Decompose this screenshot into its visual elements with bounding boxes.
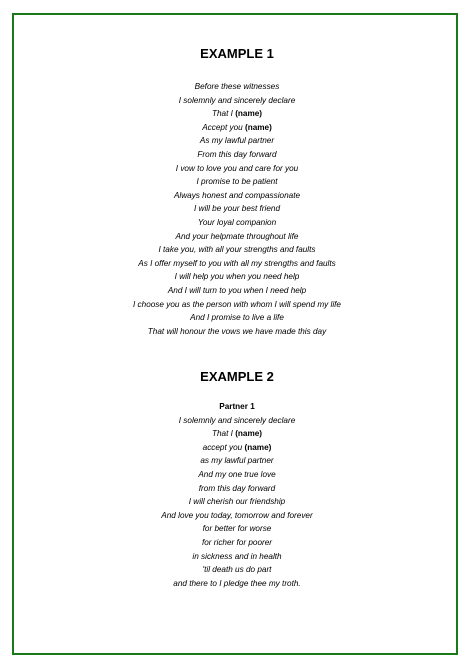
vow-line — [14, 298, 460, 312]
name-placeholder: (name) — [235, 429, 263, 439]
vow-line — [14, 454, 460, 468]
vow-line-text: I promise to be patient — [196, 177, 278, 187]
vow-line — [14, 134, 460, 148]
example-2-section — [14, 369, 460, 590]
vow-line-text: And your helpmate throughout life — [175, 231, 299, 241]
vow-line — [14, 148, 460, 162]
vow-line-text: Accept you — [202, 122, 245, 132]
vow-line — [14, 311, 460, 325]
vow-line-text: Always honest and compassionate — [173, 190, 301, 200]
vow-line-text: I choose you as the person with whom I will spend my life — [133, 299, 341, 309]
vow-line-text: I will help you when you need help — [174, 272, 300, 282]
vow-line-text: And love you today, tomorrow and forever — [161, 510, 313, 520]
partner-subheading: Partner 1 — [219, 402, 255, 411]
vow-line — [14, 121, 460, 135]
vow-line-text: in sickness and in health — [192, 551, 282, 561]
vow-line-text: And my one true love — [198, 469, 276, 479]
vow-line-text: I will cherish our friendship — [188, 497, 286, 507]
vow-line-text: from this day forward — [198, 483, 276, 493]
vow-line-text: Before these witnesses — [194, 82, 280, 91]
vow-line-text: That will honour the vows we have made this day — [147, 326, 327, 336]
vow-line-text: accept you — [202, 442, 245, 452]
vow-line-text: Your loyal companion — [197, 217, 277, 227]
vow-line — [14, 80, 460, 94]
vow-line — [14, 441, 460, 455]
vow-line-text: That I — [211, 109, 236, 119]
vow-line-text: I solemnly and sincerely declare — [178, 415, 296, 425]
example-1-title: EXAMPLE 1 — [200, 46, 274, 61]
vow-line — [14, 243, 460, 257]
vow-line — [14, 414, 460, 428]
vow-line-text: and there to I pledge thee my troth. — [173, 578, 301, 588]
vow-line-text: And I will turn to you when I need help — [167, 285, 307, 295]
vow-line — [14, 550, 460, 564]
vow-line-text: As my lawful partner — [199, 136, 275, 146]
vow-line — [14, 482, 460, 496]
vow-line-text: That I — [211, 429, 236, 439]
vow-line — [14, 495, 460, 509]
example-1-section — [14, 46, 460, 338]
example-1-vows — [14, 80, 460, 338]
vow-line-text: I solemnly and sincerely declare — [178, 95, 296, 105]
vow-line-text: I will be your best friend — [193, 204, 280, 214]
vow-line — [14, 577, 460, 591]
vow-line — [14, 230, 460, 244]
vow-line — [14, 325, 460, 339]
vow-line — [14, 522, 460, 536]
vow-line — [14, 284, 460, 298]
vow-line — [14, 107, 460, 121]
vow-line-text: 'til death us do part — [202, 565, 272, 575]
vow-line — [14, 270, 460, 284]
vow-line-text: I vow to love you and care for you — [175, 163, 299, 173]
vow-line — [14, 162, 460, 176]
vow-line — [14, 94, 460, 108]
vow-line-text: as my lawful partner — [200, 456, 274, 466]
vow-line — [14, 427, 460, 441]
vow-line — [14, 257, 460, 271]
vow-line-text: From this day forward — [197, 149, 277, 159]
vow-line-text: for better for worse — [202, 524, 272, 534]
vow-line — [14, 175, 460, 189]
name-placeholder: (name) — [244, 442, 272, 452]
example-2-vows — [14, 400, 460, 590]
vow-line — [14, 202, 460, 216]
example-2-title: EXAMPLE 2 — [200, 369, 274, 384]
vow-line — [14, 216, 460, 230]
name-placeholder: (name) — [235, 109, 263, 119]
vow-line — [14, 468, 460, 482]
vow-line — [14, 509, 460, 523]
vow-line — [14, 189, 460, 203]
vow-line — [14, 563, 460, 577]
vow-line-text: I take you, with all your strengths and faults — [158, 245, 316, 255]
vow-line-text: As I offer myself to you with all my strengths and faults — [138, 258, 336, 268]
name-placeholder: (name) — [244, 122, 272, 132]
vow-line-text: for richer for poorer — [201, 537, 273, 547]
vow-line — [14, 536, 460, 550]
vow-line-text: And I promise to live a life — [190, 313, 284, 323]
